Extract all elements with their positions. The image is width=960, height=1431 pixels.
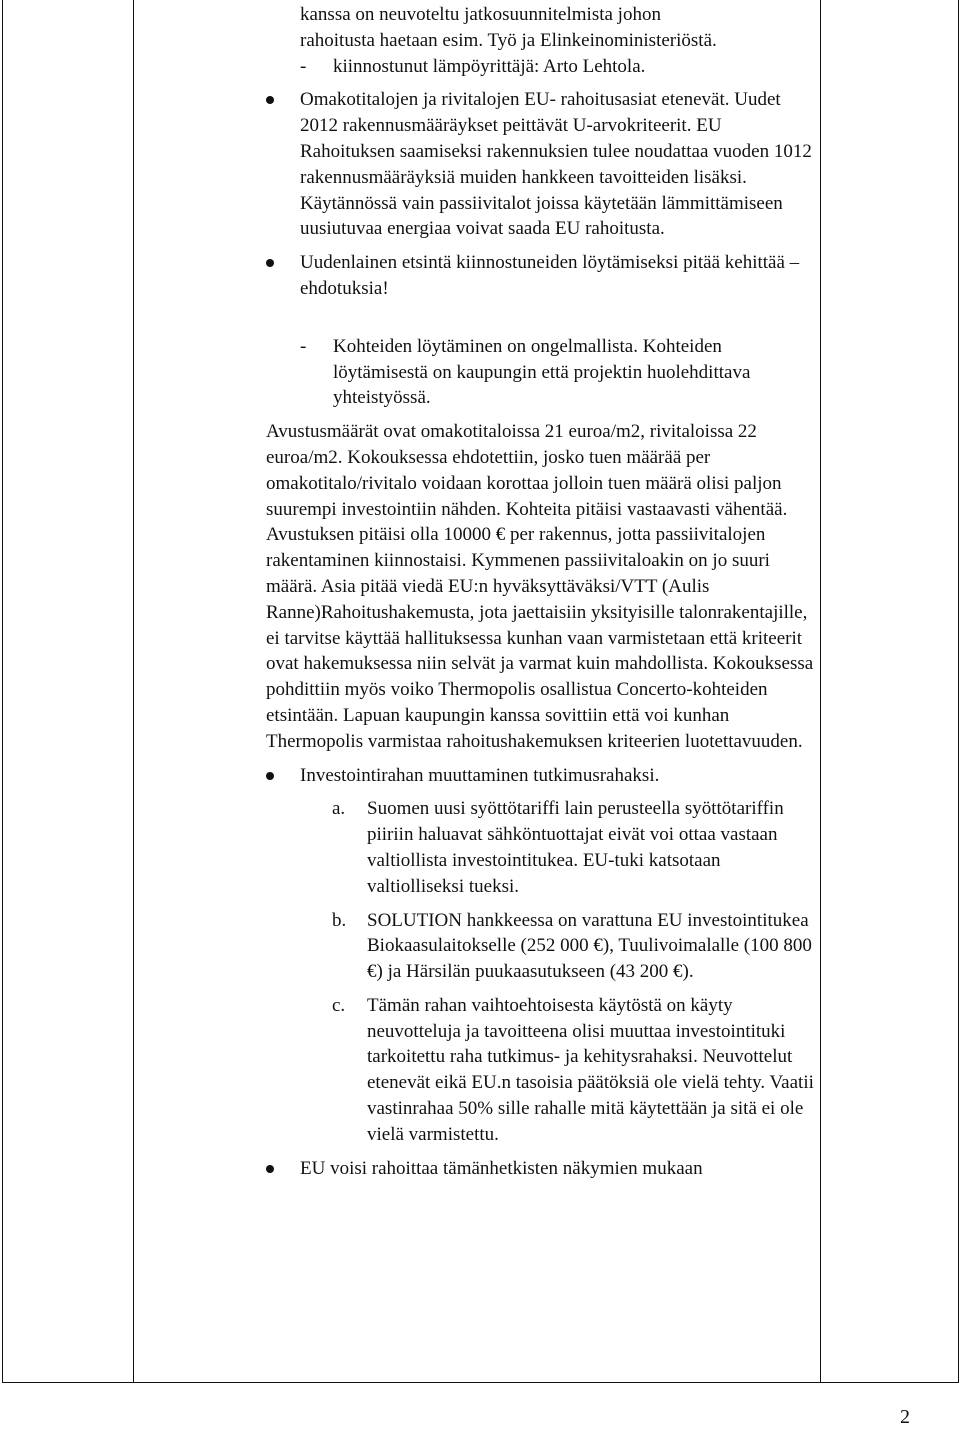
sub-item-marker: a.	[332, 798, 346, 820]
bullet-item-text: Omakotitalojen ja rivitalojen EU- rahoitusasiat etenevät. Uudet 2012 rakennusmääräykset peittävät U-arvokriteerit. EU Rahoituksen saamiseksi rakennuksien tulee noudattaa vuoden 1012 rakennusmääräyksiä muiden hankkeen tavoitteiden lisäksi. Käytännössä vain passiivitalot joissa käytetään lämmittämiseen uusiutuvaa energiaa voivat saada EU rahoitusta.	[300, 89, 812, 240]
dash-marker: -	[300, 335, 307, 357]
dash-item-finding-targets	[266, 334, 820, 411]
continuation-text	[266, 2, 820, 54]
bullet-icon	[266, 1165, 274, 1173]
sub-item-text: SOLUTION hankkeessa on varattuna EU investointitukea Biokaasulaitokselle (252 000 €), Tuulivoimalalle (100 800 €) ja Härsilän puukaasutukseen (43 200 €).	[367, 909, 812, 983]
bullet-item-text: Uudenlainen etsintä kiinnostuneiden löytämiseksi pitää kehittää – ehdotuksia!	[300, 252, 800, 299]
table-column-divider-left	[133, 0, 134, 1382]
dash-item-text: kiinnostunut lämpöyrittäjä: Arto Lehtola.	[333, 55, 646, 77]
bullet-item-investment	[266, 763, 820, 789]
continuation-line-2: rahoitusta haetaan esim. Työ ja Elinkeinoministeriöstä.	[300, 29, 717, 51]
bullet-icon	[266, 96, 274, 104]
sub-item-c	[266, 993, 820, 1148]
sub-item-text: Tämän rahan vaihtoehtoisesta käytöstä on käyty neuvotteluja ja tavoitteena olisi muuttaa investointituki tarkoitettu raha tutkimus- ja kehitysrahaksi. Neuvottelut etenevät eikä EU.n tasoisia päätöksiä ole vielä tehty. Vaatii vastinrahaa 50% sille rahalle mitä käytettään ja sitä ei ole vielä varmistettu.	[367, 994, 814, 1145]
bullet-item-text: Investointirahan muuttaminen tutkimusrahaksi.	[300, 764, 660, 786]
dash-item-heat-entrepreneur	[266, 54, 820, 80]
subsidy-paragraph: Avustusmäärät ovat omakotitaloissa 21 euroa/m2, rivitaloissa 22 euroa/m2. Kokouksessa ehdotettiin, josko tuen määrää per omakotitalo/rivitalo voidaan korottaa jolloin tuen määrä olisi paljon suurempi investointiin nähden. Kohteita pitäisi vastaavasti vähentää. Avustuksen pitäisi olla 10000 € per rakennus, jotta passiivitalojen rakentaminen kiinnostaisi. Kymmenen passiivitaloakin on jo suuri määrä. Asia pitää viedä EU:n hyväksyttäväksi/VTT (Aulis Ranne)Rahoitushakemusta, jota jaettaisiin yksityisille talonrakentajille, ei tarvitse käyttää hallituksessa kunhan vaan varmistetaan että kriteerit ovat hakemuksessa niin selvät ja varmat kuin mahdollista. Kokouksessa pohdittiin myös voiko Thermopolis osallistua Concerto-kohteiden etsintään. Lapuan kaupungin kanssa sovittiin että voi kunhan Thermopolis varmistaa rahoitushakemuksen kriteerien luotettavuuden.	[266, 421, 814, 752]
sub-item-a	[266, 796, 820, 899]
bullet-icon	[266, 772, 274, 780]
table-column-divider-right	[820, 0, 821, 1382]
dash-item-text: Kohteiden löytäminen on ongelmallista. Kohteiden löytämisestä on kaupungin että projektin huolehdittava yhteistyössä.	[333, 335, 751, 409]
dash-marker: -	[300, 55, 307, 77]
minutes-content	[266, 2, 820, 1181]
bullet-item-eu-could-finance	[266, 1156, 820, 1182]
page-number: 2	[900, 1406, 910, 1428]
sub-item-marker: b.	[332, 909, 347, 931]
sub-item-text: Suomen uusi syöttötariffi lain perusteella syöttötariffin piiriin haluavat sähköntuottajat eivät voi ottaa vastaan valtiollista investointitukea. EU-tuki katsotaan valtiolliseksi tueksi.	[367, 798, 784, 897]
bullet-item-text: EU voisi rahoittaa tämänhetkisten näkymien mukaan	[300, 1157, 703, 1179]
sub-item-marker: c.	[332, 994, 346, 1016]
continuation-line-1: kanssa on neuvoteltu jatkosuunnitelmista johon	[300, 4, 661, 25]
sub-item-b	[266, 908, 820, 985]
bullet-icon	[266, 259, 274, 267]
bullet-item-eu-financing	[266, 87, 820, 242]
bullet-item-new-search	[266, 250, 820, 302]
